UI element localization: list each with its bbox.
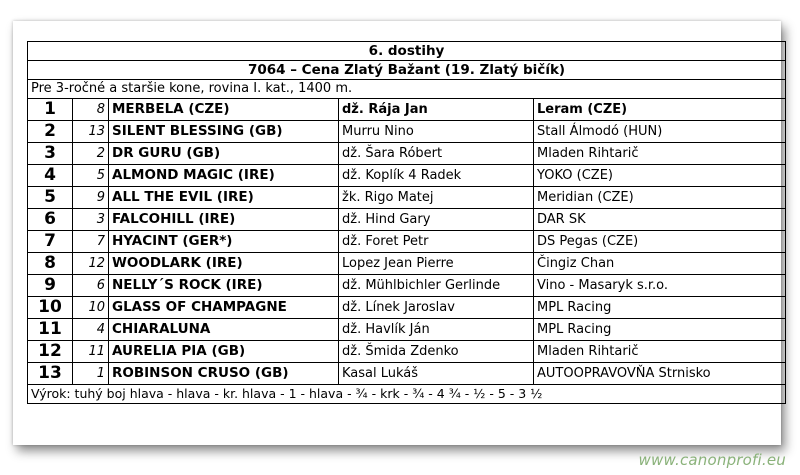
post-number-cell: 6: [73, 275, 109, 297]
jockey-cell: dž. Línek Jaroslav: [339, 297, 534, 319]
horse-name-cell: ALMOND MAGIC (IRE): [109, 165, 339, 187]
jockey-cell: dž. Šara Róbert: [339, 143, 534, 165]
race-name: 7064 – Cena Zlatý Bažant (19. Zlatý bičík): [28, 61, 786, 80]
results-table: [27, 41, 786, 404]
jockey-cell: Kasal Lukáš: [339, 363, 534, 385]
post-number-cell: 9: [73, 187, 109, 209]
post-number-cell: 10: [73, 297, 109, 319]
horse-name-cell: NELLY´S ROCK (IRE): [109, 275, 339, 297]
post-number-cell: 11: [73, 341, 109, 363]
table-row: [28, 187, 786, 209]
post-number-cell: 13: [73, 121, 109, 143]
horse-name-cell: GLASS OF CHAMPAGNE: [109, 297, 339, 319]
table-row: [28, 253, 786, 275]
results-card: [13, 21, 781, 445]
place-cell: 7: [28, 231, 73, 253]
race-number-title: 6. dostihy: [28, 42, 786, 61]
race-name-row: [28, 61, 786, 80]
place-cell: 12: [28, 341, 73, 363]
owner-cell: DS Pegas (CZE): [534, 231, 786, 253]
race-number-row: [28, 42, 786, 61]
jockey-cell: dž. Rája Jan: [339, 99, 534, 121]
jockey-cell: Murru Nino: [339, 121, 534, 143]
post-number-cell: 3: [73, 209, 109, 231]
jockey-cell: dž. Mühlbichler Gerlinde: [339, 275, 534, 297]
watermark: www.canonprofi.eu: [638, 451, 786, 469]
place-cell: 8: [28, 253, 73, 275]
place-cell: 6: [28, 209, 73, 231]
place-cell: 2: [28, 121, 73, 143]
owner-cell: MPL Racing: [534, 319, 786, 341]
horse-name-cell: MERBELA (CZE): [109, 99, 339, 121]
verdict-row: [28, 385, 786, 404]
horse-name-cell: HYACINT (GER*): [109, 231, 339, 253]
horse-name-cell: ROBINSON CRUSO (GB): [109, 363, 339, 385]
horse-name-cell: ALL THE EVIL (IRE): [109, 187, 339, 209]
horse-name-cell: DR GURU (GB): [109, 143, 339, 165]
place-cell: 5: [28, 187, 73, 209]
owner-cell: Mladen Rihtarič: [534, 341, 786, 363]
verdict-text: Výrok: tuhý boj hlava - hlava - kr. hlava - 1 - hlava - ¾ - krk - ¾ - 4 ¾ - ½ - 5 - 3 ½: [28, 385, 786, 404]
table-row: [28, 231, 786, 253]
horse-name-cell: CHIARALUNA: [109, 319, 339, 341]
owner-cell: Meridian (CZE): [534, 187, 786, 209]
table-row: [28, 319, 786, 341]
horse-name-cell: FALCOHILL (IRE): [109, 209, 339, 231]
jockey-cell: dž. Havlík Ján: [339, 319, 534, 341]
owner-cell: YOKO (CZE): [534, 165, 786, 187]
jockey-cell: žk. Rigo Matej: [339, 187, 534, 209]
owner-cell: Vino - Masaryk s.r.o.: [534, 275, 786, 297]
race-conditions: Pre 3-ročné a staršie kone, rovina I. kat., 1400 m.: [28, 80, 786, 99]
jockey-cell: dž. Hind Gary: [339, 209, 534, 231]
owner-cell: Mladen Rihtarič: [534, 143, 786, 165]
table-row: [28, 297, 786, 319]
place-cell: 13: [28, 363, 73, 385]
horse-name-cell: AURELIA PIA (GB): [109, 341, 339, 363]
owner-cell: DAR SK: [534, 209, 786, 231]
owner-cell: Leram (CZE): [534, 99, 786, 121]
jockey-cell: Lopez Jean Pierre: [339, 253, 534, 275]
place-cell: 10: [28, 297, 73, 319]
post-number-cell: 4: [73, 319, 109, 341]
jockey-cell: dž. Koplík 4 Radek: [339, 165, 534, 187]
post-number-cell: 1: [73, 363, 109, 385]
table-row: [28, 121, 786, 143]
jockey-cell: dž. Foret Petr: [339, 231, 534, 253]
horse-name-cell: WOODLARK (IRE): [109, 253, 339, 275]
owner-cell: AUTOOPRAVOVŇA Strnisko: [534, 363, 786, 385]
post-number-cell: 8: [73, 99, 109, 121]
table-row: [28, 209, 786, 231]
race-conditions-row: [28, 80, 786, 99]
owner-cell: Stall Álmodó (HUN): [534, 121, 786, 143]
jockey-cell: dž. Šmida Zdenko: [339, 341, 534, 363]
place-cell: 3: [28, 143, 73, 165]
post-number-cell: 7: [73, 231, 109, 253]
table-row: [28, 275, 786, 297]
table-row: [28, 341, 786, 363]
place-cell: 4: [28, 165, 73, 187]
place-cell: 11: [28, 319, 73, 341]
post-number-cell: 2: [73, 143, 109, 165]
post-number-cell: 12: [73, 253, 109, 275]
table-row: [28, 363, 786, 385]
owner-cell: MPL Racing: [534, 297, 786, 319]
table-row: [28, 165, 786, 187]
owner-cell: Čingiz Chan: [534, 253, 786, 275]
horse-name-cell: SILENT BLESSING (GB): [109, 121, 339, 143]
table-row: [28, 143, 786, 165]
table-row: [28, 99, 786, 121]
post-number-cell: 5: [73, 165, 109, 187]
place-cell: 9: [28, 275, 73, 297]
place-cell: 1: [28, 99, 73, 121]
